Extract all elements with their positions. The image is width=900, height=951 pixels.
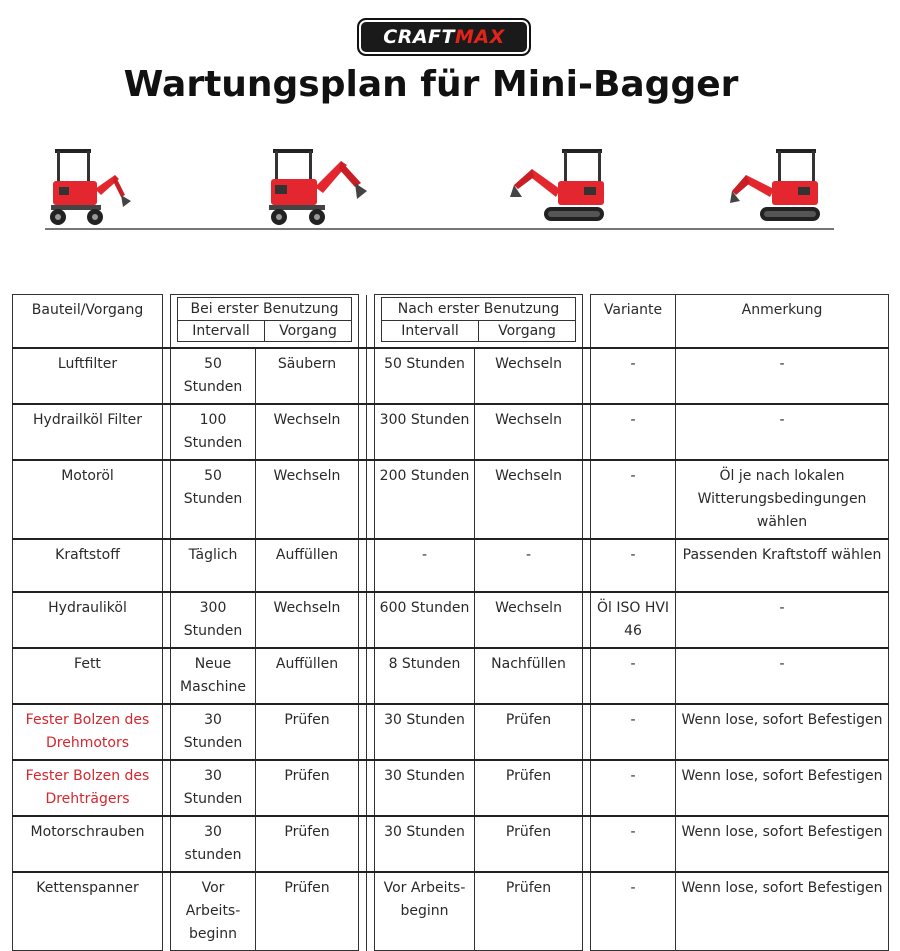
header-first-use bbox=[171, 295, 359, 349]
cell-first-action: Säubern bbox=[256, 348, 359, 404]
cell-first-interval: 50 Stunden bbox=[171, 460, 256, 539]
cell-first-action: Prüfen bbox=[256, 760, 359, 816]
cell-first-interval: 30 stunden bbox=[171, 816, 256, 872]
brand-logo bbox=[357, 18, 531, 56]
cell-note: Wenn lose, sofort Befestigen bbox=[676, 872, 889, 951]
table-row bbox=[13, 348, 889, 404]
cell-component: Fester Bolzen des Drehmotors bbox=[13, 704, 163, 760]
excavator-icon bbox=[265, 145, 370, 230]
cell-first-interval: 300 Stunden bbox=[171, 592, 256, 648]
cell-variant: - bbox=[591, 539, 676, 592]
cell-variant: - bbox=[591, 704, 676, 760]
cell-after-action: Prüfen bbox=[475, 704, 583, 760]
header-interval: Intervall bbox=[401, 323, 459, 339]
cell-component: Motorschrauben bbox=[13, 816, 163, 872]
cell-first-action: Prüfen bbox=[256, 704, 359, 760]
cell-first-action: Prüfen bbox=[256, 872, 359, 951]
cell-after-interval: 600 Stunden bbox=[375, 592, 475, 648]
table-row bbox=[13, 592, 889, 648]
cell-component: Motoröl bbox=[13, 460, 163, 539]
cell-variant: - bbox=[591, 404, 676, 460]
cell-first-interval: 50 Stunden bbox=[171, 348, 256, 404]
header-after-first-use bbox=[375, 295, 583, 349]
machine-illustrations bbox=[0, 140, 900, 240]
cell-after-interval: 300 Stunden bbox=[375, 404, 475, 460]
cell-first-action: Prüfen bbox=[256, 816, 359, 872]
cell-note: - bbox=[676, 648, 889, 704]
cell-first-action: Wechseln bbox=[256, 460, 359, 539]
cell-after-interval: 50 Stunden bbox=[375, 348, 475, 404]
cell-variant: - bbox=[591, 872, 676, 951]
cell-component: Fett bbox=[13, 648, 163, 704]
cell-first-interval: 30 Stunden bbox=[171, 760, 256, 816]
cell-after-interval: 30 Stunden bbox=[375, 704, 475, 760]
excavator-icon bbox=[728, 145, 823, 230]
excavator-icon bbox=[45, 145, 135, 230]
table-row bbox=[13, 404, 889, 460]
header-interval: Intervall bbox=[192, 323, 250, 339]
ground-line bbox=[45, 228, 834, 230]
table-row bbox=[13, 872, 889, 951]
cell-first-interval: 30 Stunden bbox=[171, 704, 256, 760]
table-row bbox=[13, 539, 889, 592]
cell-after-action: - bbox=[475, 539, 583, 592]
cell-first-action: Auffüllen bbox=[256, 539, 359, 592]
cell-first-interval: Neue Maschine bbox=[171, 648, 256, 704]
cell-note: - bbox=[676, 348, 889, 404]
cell-after-action: Prüfen bbox=[475, 760, 583, 816]
logo-text-craft: CRAFT bbox=[383, 26, 455, 48]
cell-component: Luftfilter bbox=[13, 348, 163, 404]
table-header-row bbox=[13, 295, 889, 349]
cell-component: Kraftstoff bbox=[13, 539, 163, 592]
header-variant: Variante bbox=[591, 295, 676, 349]
header-after-first-use-title: Nach erster Benutzung bbox=[381, 297, 576, 320]
maintenance-table bbox=[12, 294, 889, 951]
table-row bbox=[13, 648, 889, 704]
cell-component: Hydrauliköl bbox=[13, 592, 163, 648]
cell-variant: - bbox=[591, 760, 676, 816]
cell-after-action: Prüfen bbox=[475, 816, 583, 872]
cell-component: Hydrailköl Filter bbox=[13, 404, 163, 460]
cell-after-interval: 30 Stunden bbox=[375, 816, 475, 872]
cell-after-action: Nachfüllen bbox=[475, 648, 583, 704]
excavator-icon bbox=[508, 145, 608, 230]
cell-after-interval: 30 Stunden bbox=[375, 760, 475, 816]
logo-text-max: MAX bbox=[454, 26, 505, 48]
cell-after-interval: 200 Stunden bbox=[375, 460, 475, 539]
table-row bbox=[13, 816, 889, 872]
cell-variant: - bbox=[591, 648, 676, 704]
cell-note: Wenn lose, sofort Befestigen bbox=[676, 704, 889, 760]
header-first-use-title: Bei erster Benutzung bbox=[177, 297, 352, 320]
cell-after-action: Prüfen bbox=[475, 872, 583, 951]
cell-after-interval: - bbox=[375, 539, 475, 592]
cell-after-interval: Vor Arbeits-beginn bbox=[375, 872, 475, 951]
cell-first-action: Auffüllen bbox=[256, 648, 359, 704]
cell-note: - bbox=[676, 592, 889, 648]
cell-variant: - bbox=[591, 348, 676, 404]
cell-after-interval: 8 Stunden bbox=[375, 648, 475, 704]
cell-first-interval: 100 Stunden bbox=[171, 404, 256, 460]
cell-after-action: Wechseln bbox=[475, 592, 583, 648]
cell-after-action: Wechseln bbox=[475, 404, 583, 460]
header-note: Anmerkung bbox=[676, 295, 889, 349]
page-title: Wartungsplan für Mini-Bagger bbox=[123, 64, 739, 105]
cell-first-interval: Täglich bbox=[171, 539, 256, 592]
cell-note: Passenden Kraftstoff wählen bbox=[676, 539, 889, 592]
cell-first-action: Wechseln bbox=[256, 404, 359, 460]
header-component: Bauteil/Vorgang bbox=[13, 295, 163, 349]
cell-after-action: Wechseln bbox=[475, 460, 583, 539]
cell-variant: - bbox=[591, 460, 676, 539]
table-row bbox=[13, 704, 889, 760]
cell-note: Wenn lose, sofort Befestigen bbox=[676, 760, 889, 816]
cell-component: Fester Bolzen des Drehträgers bbox=[13, 760, 163, 816]
header-action: Vorgang bbox=[264, 321, 351, 341]
cell-after-action: Wechseln bbox=[475, 348, 583, 404]
cell-first-interval: Vor Arbeits-beginn bbox=[171, 872, 256, 951]
cell-first-action: Wechseln bbox=[256, 592, 359, 648]
header-action: Vorgang bbox=[478, 321, 575, 341]
cell-component: Kettenspanner bbox=[13, 872, 163, 951]
cell-variant: Öl ISO HVI 46 bbox=[591, 592, 676, 648]
cell-note: Öl je nach lokalen Witterungsbedingungen wählen bbox=[676, 460, 889, 539]
table-row bbox=[13, 760, 889, 816]
cell-variant: - bbox=[591, 816, 676, 872]
cell-note: Wenn lose, sofort Befestigen bbox=[676, 816, 889, 872]
table-row bbox=[13, 460, 889, 539]
cell-note: - bbox=[676, 404, 889, 460]
